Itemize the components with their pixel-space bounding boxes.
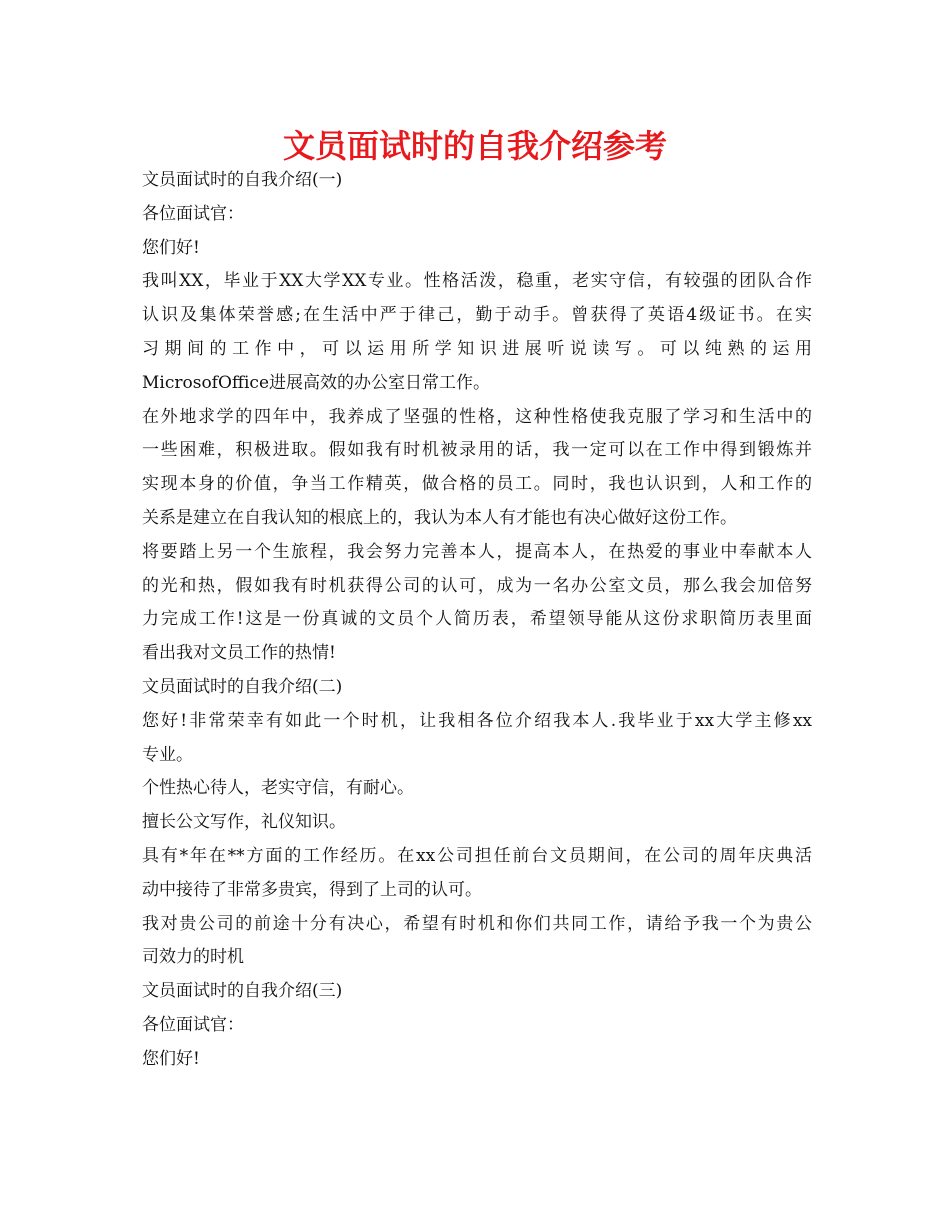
text-line: 您们好! bbox=[142, 237, 200, 258]
text-line: 文员面试时的自我介绍(二) bbox=[142, 676, 343, 697]
text-line: 文员面试时的自我介绍(三) bbox=[142, 981, 343, 1002]
text-line: 我对贵公司的前途十分有决心，希望有时机和你们共同工作，请给予我一个为贵公 bbox=[142, 913, 812, 934]
text-line: 您好!非常荣幸有如此一个时机，让我相各位介绍我本人.我毕业于xx大学主修xx bbox=[142, 710, 812, 731]
document-title: 文员面试时的自我介绍参考 bbox=[282, 127, 667, 165]
text-line: 实现本身的价值，争当工作精英，做合格的员工。同时，我也认识到，人和工作的 bbox=[142, 474, 812, 495]
text-line: 认识及集体荣誉感;在生活中严于律己，勤于动手。曾获得了英语4级证书。在实 bbox=[142, 305, 812, 326]
text-line: 文员面试时的自我介绍(一) bbox=[142, 170, 343, 190]
text-line: 专业。 bbox=[142, 744, 193, 765]
text-line: 个性热心待人，老实守信，有耐心。 bbox=[142, 778, 414, 799]
text-line: 您们好! bbox=[142, 1048, 200, 1069]
text-line: 将要踏上另一个生旅程，我会努力完善本人，提高本人，在热爱的事业中奉献本人 bbox=[142, 541, 812, 562]
text-line: 动中接待了非常多贵宾，得到了上司的认可。 bbox=[142, 879, 482, 900]
text-line: 看出我对文员工作的热情! bbox=[142, 643, 336, 664]
text-line: 关系是建立在自我认知的根底上的，我认为本人有才能也有决心做好这份工作。 bbox=[142, 507, 737, 528]
text-line: 司效力的时机 bbox=[142, 947, 244, 968]
text-line: 我叫XX，毕业于XX大学XX专业。性格活泼，稳重，老实守信，有较强的团队合作 bbox=[142, 271, 812, 292]
text-line: 力完成工作!这是一份真诚的文员个人简历表，希望领导能从这份求职简历表里面 bbox=[142, 609, 812, 630]
text-line: 一些困难，积极进取。假如我有时机被录用的话，我一定可以在工作中得到锻炼并 bbox=[142, 440, 812, 461]
text-line: MicrosofOffice进展高效的办公室日常工作。 bbox=[142, 372, 491, 393]
text-line: 具有*年在**方面的工作经历。在xx公司担任前台文员期间，在公司的周年庆典活 bbox=[142, 845, 812, 866]
text-line: 擅长公文写作，礼仪知识。 bbox=[142, 812, 346, 833]
text-line: 各位面试官： bbox=[142, 1014, 244, 1035]
text-line: 在外地求学的四年中，我养成了坚强的性格，这种性格使我克服了学习和生活中的 bbox=[142, 406, 812, 427]
text-line: 习期间的工作中，可以运用所学知识进展听说读写。可以纯熟的运用 bbox=[142, 338, 812, 359]
document-body bbox=[142, 164, 812, 1077]
text-line: 的光和热，假如我有时机获得公司的认可，成为一名办公室文员，那么我会加倍努 bbox=[142, 575, 812, 596]
text-line: 各位面试官： bbox=[142, 203, 244, 224]
